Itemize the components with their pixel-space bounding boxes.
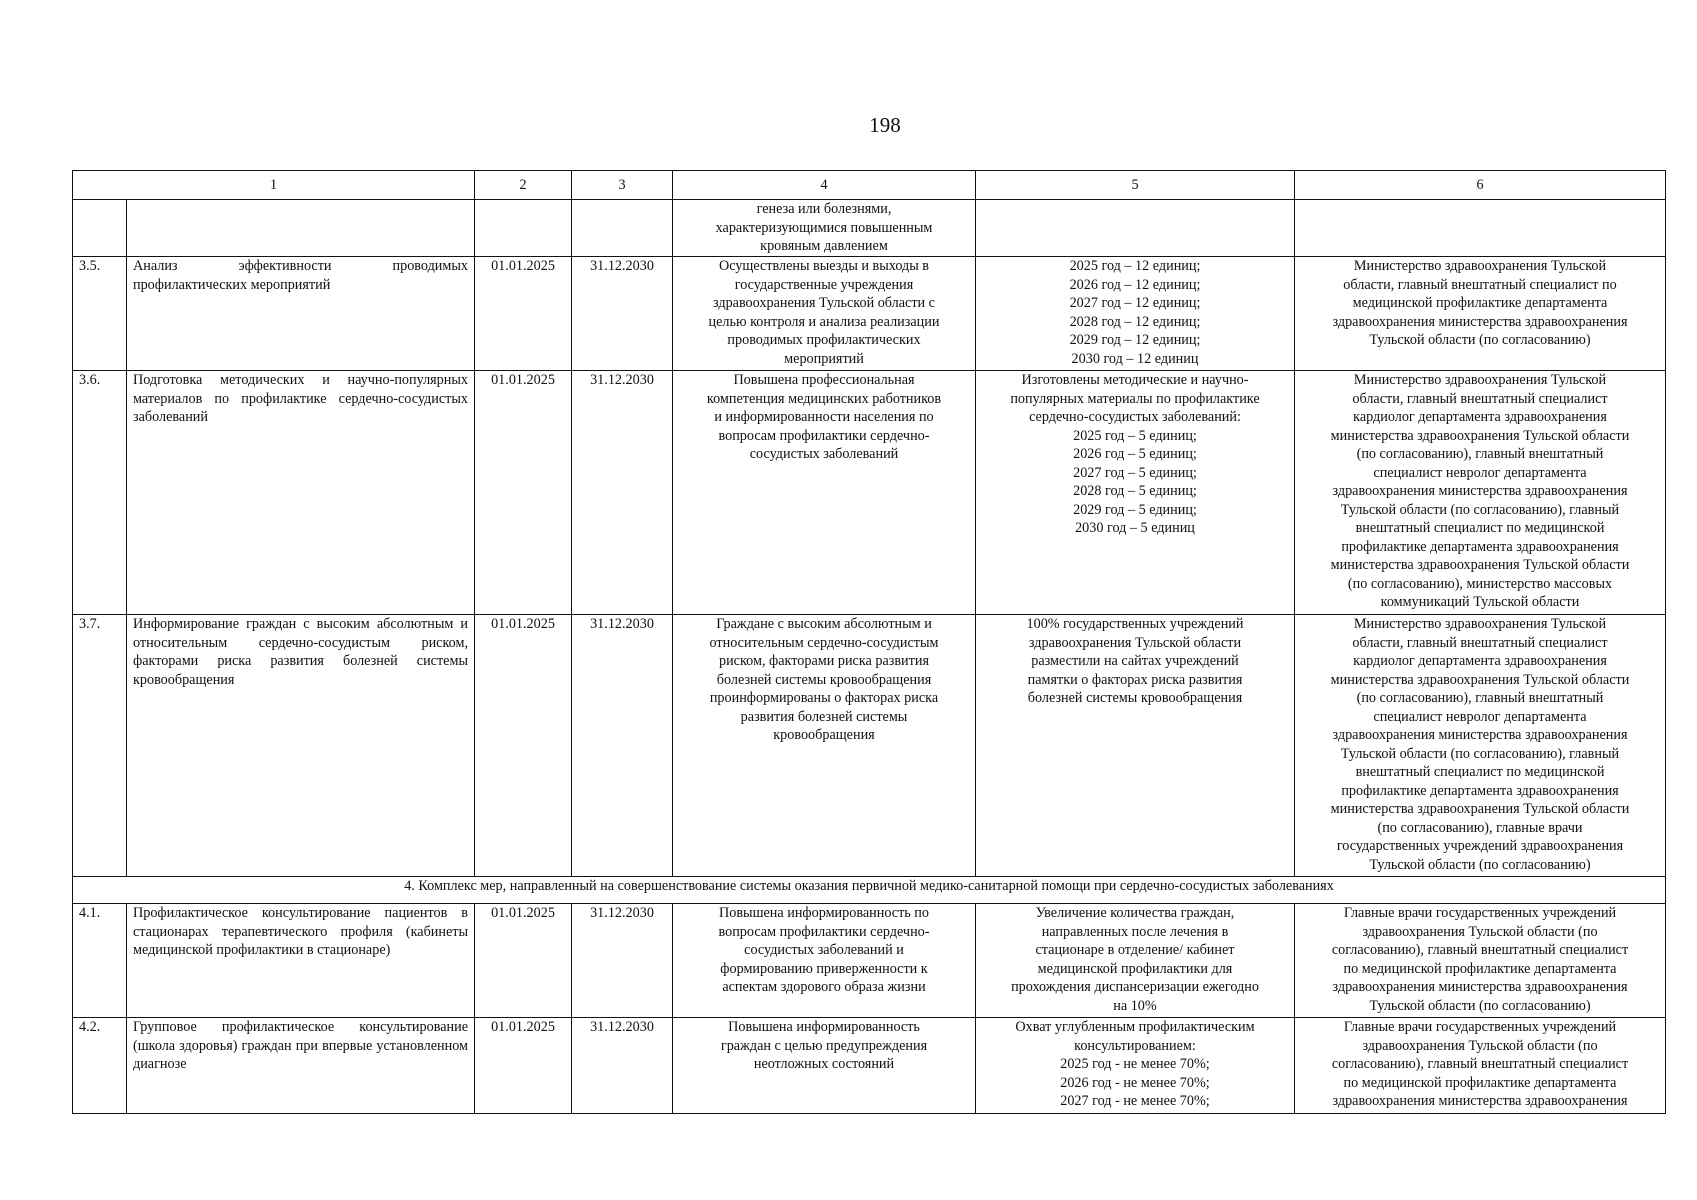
row-number: 4.1.	[73, 904, 127, 1018]
responsible-line: Тульской области (по согласованию), главный	[1340, 745, 1620, 762]
indicator-line: 2029 год – 5 единиц;	[1073, 501, 1197, 518]
result-line: вопросам профилактики сердечно-	[718, 427, 930, 444]
indicator-line: 2029 год – 12 единиц;	[1069, 332, 1201, 348]
responsible-line: Главные врачи государственных учреждений	[1343, 905, 1617, 921]
indicator-line: 2025 год - не менее 70%;	[1060, 1056, 1210, 1072]
result-line: неотложных состояний	[753, 1056, 895, 1072]
responsible-cell	[1295, 904, 1666, 1018]
result-line: риском, факторами риска развития	[719, 653, 929, 669]
indicator-cell	[976, 615, 1295, 877]
responsible-line: (по согласованию), главный внештатный	[1356, 446, 1604, 462]
responsible-line: министерства здравоохранения Тульской области	[1330, 671, 1630, 688]
table-row	[73, 371, 1666, 615]
responsible-line: коммуникаций Тульской области	[1380, 594, 1580, 610]
responsible-line: здравоохранения министерства здравоохранения	[1332, 313, 1628, 330]
responsible-line: Тульской области (по согласованию), главный	[1340, 501, 1620, 518]
header-col-5: 5	[976, 171, 1295, 200]
responsible-line: области, главный внештатный специалист	[1352, 634, 1608, 651]
table-row	[73, 1018, 1666, 1114]
responsible-line: медицинской профилактике департамента	[1352, 295, 1608, 311]
result-line: Повышена информированность	[728, 1019, 920, 1035]
indicator-line: медицинской профилактики для	[1037, 960, 1233, 977]
header-col-3: 3	[572, 171, 673, 200]
result-line: проводимых профилактических	[727, 332, 921, 348]
end-date: 31.12.2030	[572, 904, 673, 1018]
responsible-line: (по согласованию), главный внештатный	[1356, 690, 1604, 706]
start-date: 01.01.2025	[475, 257, 572, 371]
result-line: здравоохранения Тульской области с	[713, 295, 935, 311]
responsible-line: Министерство здравоохранения Тульской	[1353, 372, 1607, 388]
indicator-line: консультированием:	[1074, 1037, 1196, 1054]
responsible-line: Главные врачи государственных учреждений	[1343, 1019, 1617, 1035]
measure-name: Подготовка методических и научно-популярных материалов по профилактике сердечно-сосудистых заболеваний	[127, 371, 475, 615]
result-line: аспектам здорового образа жизни	[722, 979, 926, 995]
indicator-line: 2028 год – 5 единиц;	[1073, 483, 1197, 499]
end-date: 31.12.2030	[572, 371, 673, 615]
indicator-line: на 10%	[1113, 997, 1157, 1014]
result-cell	[673, 200, 976, 257]
indicator-line: 2026 год – 5 единиц;	[1073, 446, 1197, 462]
result-line: сосудистых заболеваний	[749, 446, 899, 462]
indicator-line: 2027 год - не менее 70%;	[1060, 1093, 1210, 1109]
responsible-line: (по согласованию), министерство массовых	[1347, 575, 1613, 592]
table-row	[73, 257, 1666, 371]
responsible-line: Тульской области (по согласованию)	[1369, 997, 1591, 1014]
responsible-line: Тульской области (по согласованию)	[1369, 332, 1591, 348]
end-date: 31.12.2030	[572, 257, 673, 371]
indicator-cell	[976, 1018, 1295, 1114]
indicator-cell	[976, 200, 1295, 257]
result-cell	[673, 257, 976, 371]
result-line: государственные учреждения	[734, 276, 914, 293]
responsible-line: Министерство здравоохранения Тульской	[1353, 616, 1607, 632]
indicator-line: 2025 год – 12 единиц;	[1069, 258, 1201, 274]
responsible-cell	[1295, 200, 1666, 257]
result-line: компетенция медицинских работников	[706, 390, 942, 407]
header-col-6: 6	[1295, 171, 1666, 200]
end-date: 31.12.2030	[572, 1018, 673, 1114]
header-col-1: 1	[73, 171, 475, 200]
indicator-line: 2026 год - не менее 70%;	[1060, 1074, 1210, 1091]
result-cell	[673, 1018, 976, 1114]
header-row	[73, 171, 1666, 200]
result-line: формированию приверженности к	[720, 960, 928, 977]
section-4-title: 4. Комплекс мер, направленный на совершенствование системы оказания первичной медико-санитарной помощи при сердечно-сосудистых заболеваниях	[73, 877, 1666, 904]
responsible-cell	[1295, 1018, 1666, 1114]
indicator-line: Охват углубленным профилактическим	[1015, 1019, 1255, 1035]
result-line: болезней системы кровообращения	[716, 671, 932, 688]
indicator-line: 2030 год – 12 единиц	[1071, 350, 1199, 367]
responsible-line: государственных учреждений здравоохранения	[1336, 838, 1624, 854]
responsible-line: (по согласованию), главные врачи	[1377, 819, 1583, 836]
table-row	[73, 615, 1666, 877]
result-cell	[673, 904, 976, 1018]
indicator-line: 2027 год – 12 единиц;	[1069, 295, 1201, 311]
responsible-line: внештатный специалист по медицинской	[1355, 520, 1605, 536]
indicator-line: болезней системы кровообращения	[1027, 690, 1243, 706]
responsible-line: здравоохранения министерства здравоохранения	[1332, 1093, 1628, 1109]
result-cell	[673, 371, 976, 615]
responsible-line: министерства здравоохранения Тульской области	[1330, 427, 1630, 444]
indicator-line: стационаре в отделение/ кабинет	[1035, 942, 1235, 958]
indicator-line: здравоохранения Тульской области	[1028, 634, 1242, 651]
result-line: характеризующимися повышенным	[715, 219, 933, 236]
result-line: Повышена информированность по	[719, 905, 929, 921]
responsible-line: кардиолог департамента здравоохранения	[1353, 409, 1607, 425]
start-date: 01.01.2025	[475, 904, 572, 1018]
measures-table	[72, 170, 1666, 1114]
responsible-line: Тульской области (по согласованию)	[1369, 856, 1591, 873]
indicator-line: 2030 год – 5 единиц	[1075, 520, 1195, 536]
indicator-line: Увеличение количества граждан,	[1035, 905, 1235, 921]
responsible-line: здравоохранения Тульской области (по	[1362, 1037, 1598, 1054]
header-col-4: 4	[673, 171, 976, 200]
result-line: вопросам профилактики сердечно-	[718, 923, 930, 940]
result-line: генеза или болезнями,	[756, 201, 892, 217]
responsible-cell	[1295, 615, 1666, 877]
responsible-line: специалист невролог департамента	[1373, 464, 1587, 481]
responsible-line: специалист невролог департамента	[1373, 708, 1587, 725]
row-number: 3.6.	[73, 371, 127, 615]
result-line: Осуществлены выезды и выходы в	[718, 258, 930, 274]
row-number	[73, 200, 127, 257]
responsible-line: министерства здравоохранения Тульской области	[1330, 801, 1630, 817]
result-line: кровяным давлением	[760, 238, 888, 254]
end-date	[572, 200, 673, 257]
responsible-line: внештатный специалист по медицинской	[1355, 764, 1605, 780]
result-line: проинформированы о факторах риска	[709, 690, 939, 706]
result-line: относительным сердечно-сосудистым	[709, 634, 939, 651]
row-number: 3.5.	[73, 257, 127, 371]
responsible-line: здравоохранения Тульской области (по	[1362, 923, 1598, 940]
start-date: 01.01.2025	[475, 1018, 572, 1114]
result-line: Повышена профессиональная	[733, 372, 915, 388]
indicator-cell	[976, 371, 1295, 615]
start-date	[475, 200, 572, 257]
indicator-cell	[976, 257, 1295, 371]
result-line: мероприятий	[784, 350, 864, 367]
responsible-line: профилактике департамента здравоохранения	[1341, 538, 1619, 555]
responsible-line: здравоохранения министерства здравоохранения	[1332, 727, 1628, 743]
result-line: развития болезней системы	[740, 708, 908, 725]
responsible-line: согласованию), главный внештатный специалист	[1331, 942, 1629, 958]
result-line: Граждане с высоким абсолютным и	[716, 616, 932, 632]
header-col-2: 2	[475, 171, 572, 200]
indicator-line: прохождения диспансеризации ежегодно	[1011, 979, 1259, 995]
section-4-row	[73, 877, 1666, 904]
page-number: 198	[869, 113, 901, 137]
indicator-line: направленных после лечения в	[1041, 923, 1229, 940]
indicator-line: 2027 год – 5 единиц;	[1073, 464, 1197, 481]
continuation-row	[73, 200, 1666, 257]
indicator-line: 2028 год – 12 единиц;	[1069, 313, 1201, 330]
responsible-line: здравоохранения министерства здравоохранения	[1332, 483, 1628, 499]
table-row	[73, 904, 1666, 1018]
measure-name: Профилактическое консультирование пациентов в стационарах терапевтического профиля (кабинеты медицинской профилактики в стационаре)	[127, 904, 475, 1018]
result-line: целью контроля и анализа реализации	[708, 313, 940, 330]
indicator-line: популярных материалы по профилактике	[1010, 390, 1260, 407]
measure-name: Информирование граждан с высоким абсолютным и относительным сердечно-сосудистым риском, факторами риска развития болезней системы кровообращения	[127, 615, 475, 877]
result-line: граждан с целью предупреждения	[720, 1037, 928, 1054]
row-number: 4.2.	[73, 1018, 127, 1114]
indicator-line: 100% государственных учреждений	[1026, 616, 1244, 632]
indicator-line: 2025 год – 5 единиц;	[1073, 427, 1197, 444]
responsible-line: области, главный внештатный специалист	[1352, 390, 1608, 407]
measure-name: Групповое профилактическое консультирование (школа здоровья) граждан при впервые установленном диагнозе	[127, 1018, 475, 1114]
responsible-line: Министерство здравоохранения Тульской	[1353, 258, 1607, 274]
indicator-line: Изготовлены методические и научно-	[1021, 372, 1249, 388]
start-date: 01.01.2025	[475, 615, 572, 877]
result-line: и информированности населения по	[714, 409, 934, 425]
measure-name: Анализ эффективности проводимых профилактических мероприятий	[127, 257, 475, 371]
responsible-cell	[1295, 257, 1666, 371]
result-line: сосудистых заболеваний и	[744, 942, 904, 958]
row-number: 3.7.	[73, 615, 127, 877]
indicator-line: 2026 год – 12 единиц;	[1069, 276, 1201, 293]
responsible-line: области, главный внештатный специалист по	[1343, 276, 1617, 293]
measure-name	[127, 200, 475, 257]
responsible-line: профилактике департамента здравоохранения	[1341, 782, 1619, 799]
responsible-line: здравоохранения министерства здравоохранения	[1332, 979, 1628, 995]
responsible-line: по медицинской профилактике департамента	[1343, 960, 1617, 977]
responsible-line: согласованию), главный внештатный специалист	[1331, 1056, 1629, 1072]
responsible-line: кардиолог департамента здравоохранения	[1353, 653, 1607, 669]
end-date: 31.12.2030	[572, 615, 673, 877]
responsible-line: министерства здравоохранения Тульской области	[1330, 557, 1630, 573]
indicator-line: памятки о факторах риска развития	[1027, 671, 1243, 688]
indicator-line: разместили на сайтах учреждений	[1031, 653, 1239, 669]
start-date: 01.01.2025	[475, 371, 572, 615]
indicator-line: сердечно-сосудистых заболеваний:	[1029, 409, 1241, 425]
result-cell	[673, 615, 976, 877]
responsible-cell	[1295, 371, 1666, 615]
responsible-line: по медицинской профилактике департамента	[1343, 1074, 1617, 1091]
indicator-cell	[976, 904, 1295, 1018]
result-line: кровообращения	[773, 727, 875, 743]
